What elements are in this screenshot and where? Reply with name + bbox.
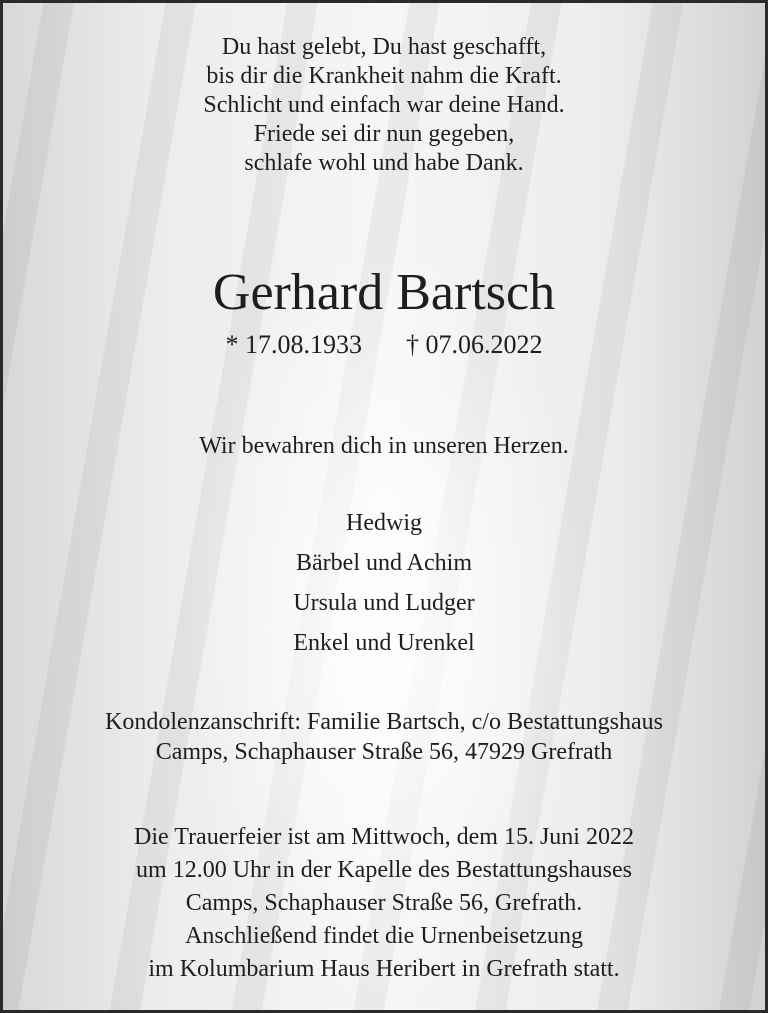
life-dates [3,329,765,361]
family-list [3,503,765,663]
family-member: Enkel und Urenkel [293,630,475,656]
ceremony-line: im Kolumbarium Haus Heribert in Grefrath statt. [148,956,620,982]
ceremony-line: Die Trauerfeier ist am Mittwoch, dem 15. Juni 2022 [134,824,634,850]
death-date: † 07.06.2022 [406,330,543,359]
poem-line: Du hast gelebt, Du hast geschafft, [221,34,547,60]
obituary-notice [3,3,765,1010]
motto: Wir bewahren dich in unseren Herzen. [199,433,569,459]
ceremony-line: Anschließend findet die Urnenbeisetzung [185,923,583,949]
family-member: Ursula und Ludger [293,590,475,616]
poem-line: Friede sei dir nun gegeben, [253,121,515,147]
family-member: Hedwig [346,510,422,536]
ceremony-line: um 12.00 Uhr in der Kapelle des Bestattungshauses [136,857,632,883]
poem [3,33,765,178]
address-line: Camps, Schaphauser Straße 56, 47929 Grefrath [155,739,613,765]
address-line: Kondolenzanschrift: Familie Bartsch, c/o Bestattungshaus [105,709,663,735]
condolence-address [3,707,765,767]
ceremony-info [3,821,765,986]
deceased-name: Gerhard Bartsch [212,264,556,321]
poem-line: Schlicht und einfach war deine Hand. [203,92,565,118]
birth-date: * 17.08.1933 [225,330,362,359]
poem-line: bis dir die Krankheit nahm die Kraft. [206,63,562,89]
family-member: Bärbel und Achim [296,550,472,576]
poem-line: schlafe wohl und habe Dank. [244,150,524,176]
ceremony-line: Camps, Schaphauser Straße 56, Grefrath. [185,890,583,916]
